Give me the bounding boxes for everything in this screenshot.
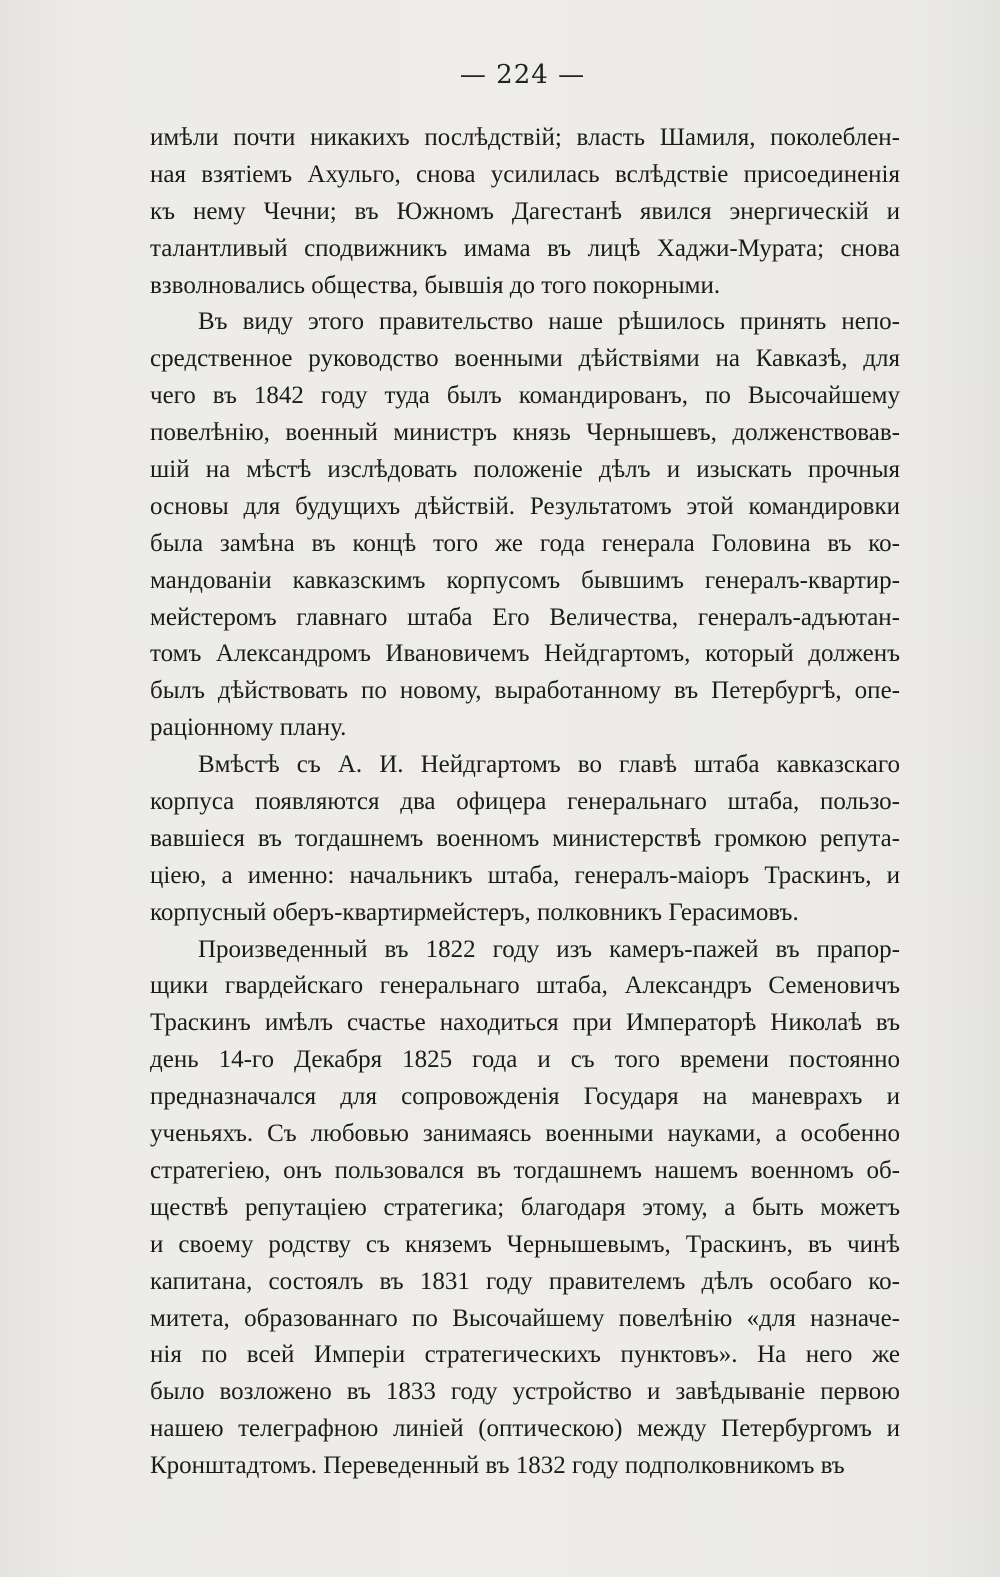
text-line: капитана, состоялъ въ 1831 году правителемъ дѣлъ особаго ко- — [150, 1267, 900, 1295]
text-line: чего въ 1842 году туда былъ командированъ, по Высочайшему — [150, 382, 900, 410]
text-line: мейстеромъ главнаго штаба Его Величества, генералъ-адъютан- — [150, 603, 900, 631]
text-line: корпусный оберъ-квартирмейстеръ, полковникъ Герасимовъ. — [150, 898, 799, 926]
text-line: предназначался для сопровожденія Государя на маневрахъ и — [150, 1083, 900, 1111]
paragraph — [150, 747, 900, 931]
text-line: корпуса появляются два офицера генеральнаго штаба, пользо- — [150, 788, 900, 816]
paragraph — [150, 120, 900, 304]
text-line: повелѣнію, военный министръ князь Чернышевъ, долженствовав- — [150, 419, 900, 447]
paragraph — [150, 932, 900, 1485]
text-line: былъ дѣйствовать по новому, выработанному въ Петербургѣ, опе- — [150, 677, 900, 705]
text-line: имѣли почти никакихъ послѣдствій; власть Шамиля, поколеблен- — [150, 124, 900, 151]
text-line: день 14-го Декабря 1825 года и съ того времени постоянно — [150, 1046, 900, 1074]
text-line: средственное руководство военными дѣйствіями на Кавказѣ, для — [150, 345, 900, 373]
text-line: нія по всей Имперіи стратегическихъ пунктовъ». На него же — [150, 1341, 900, 1369]
text-line: томъ Александромъ Ивановичемъ Нейдгартомъ, который долженъ — [150, 640, 900, 668]
text-line: основы для будущихъ дѣйствій. Результатомъ этой командировки — [150, 492, 900, 520]
text-line: мандованіи кавказскимъ корпусомъ бывшимъ генералъ-квартир- — [150, 566, 900, 594]
text-line: взволновались общества, бывшія до того покорными. — [150, 271, 721, 299]
text-line: талантливый сподвижникъ имама въ лицѣ Хаджи-Мурата; снова — [150, 234, 900, 262]
text-line: ціею, а именно: начальникъ штаба, генералъ-маіоръ Траскинъ, и — [150, 861, 900, 889]
text-line: вавшіеся въ тогдашнемъ военномъ министерствѣ громкою репута- — [150, 824, 900, 852]
text-line: Въ виду этого правительство наше рѣшилось принять непо- — [198, 308, 900, 336]
text-line: Вмѣстѣ съ А. И. Нейдгартомъ во главѣ штаба кавказскаго — [198, 751, 900, 779]
text-line: Траскинъ имѣлъ счастье находиться при Императорѣ Николаѣ въ — [150, 1009, 900, 1037]
page-number: — 224 — — [459, 60, 586, 90]
text-line: и своему родству съ княземъ Чернышевымъ, Траскинъ, въ чинѣ — [150, 1230, 900, 1258]
text-line: раціонному плану. — [150, 714, 347, 742]
text-line: щики гвардейскаго генеральнаго штаба, Александръ Семеновичъ — [150, 972, 900, 1000]
text-line: шій на мѣстѣ изслѣдовать положеніе дѣлъ и изыскать прочныя — [150, 456, 900, 484]
text-line: было возложено въ 1833 году устройство и завѣдываніе первою — [150, 1378, 900, 1406]
text-line: ная взятіемъ Ахульго, снова усилилась вслѣдствіе присоединенія — [150, 160, 900, 188]
text-line: митета, образованнаго по Высочайшему повелѣнію «для назначе- — [150, 1304, 900, 1332]
text-line: нашею телеграфною линіей (оптическою) между Петербургомъ и — [150, 1415, 900, 1443]
text-line: Произведенный въ 1822 году изъ камеръ-пажей въ прапор- — [198, 935, 900, 963]
paragraph — [150, 304, 900, 747]
text-line: была замѣна въ концѣ того же года генерала Головина въ ко- — [150, 529, 900, 557]
text-line: къ нему Чечни; въ Южномъ Дагестанѣ явился энергическій и — [150, 197, 900, 225]
text-line: ученьяхъ. Съ любовью занимаясь военными науками, а особенно — [150, 1120, 900, 1148]
text-line: ществѣ репутаціею стратегика; благодаря этому, а быть можетъ — [150, 1193, 900, 1221]
text-line: стратегіею, онъ пользовался въ тогдашнемъ нашемъ военномъ об- — [150, 1156, 900, 1184]
text-line: Кронштадтомъ. Переведенный въ 1832 году подполковникомъ въ — [150, 1452, 845, 1480]
body-text — [150, 120, 900, 1485]
